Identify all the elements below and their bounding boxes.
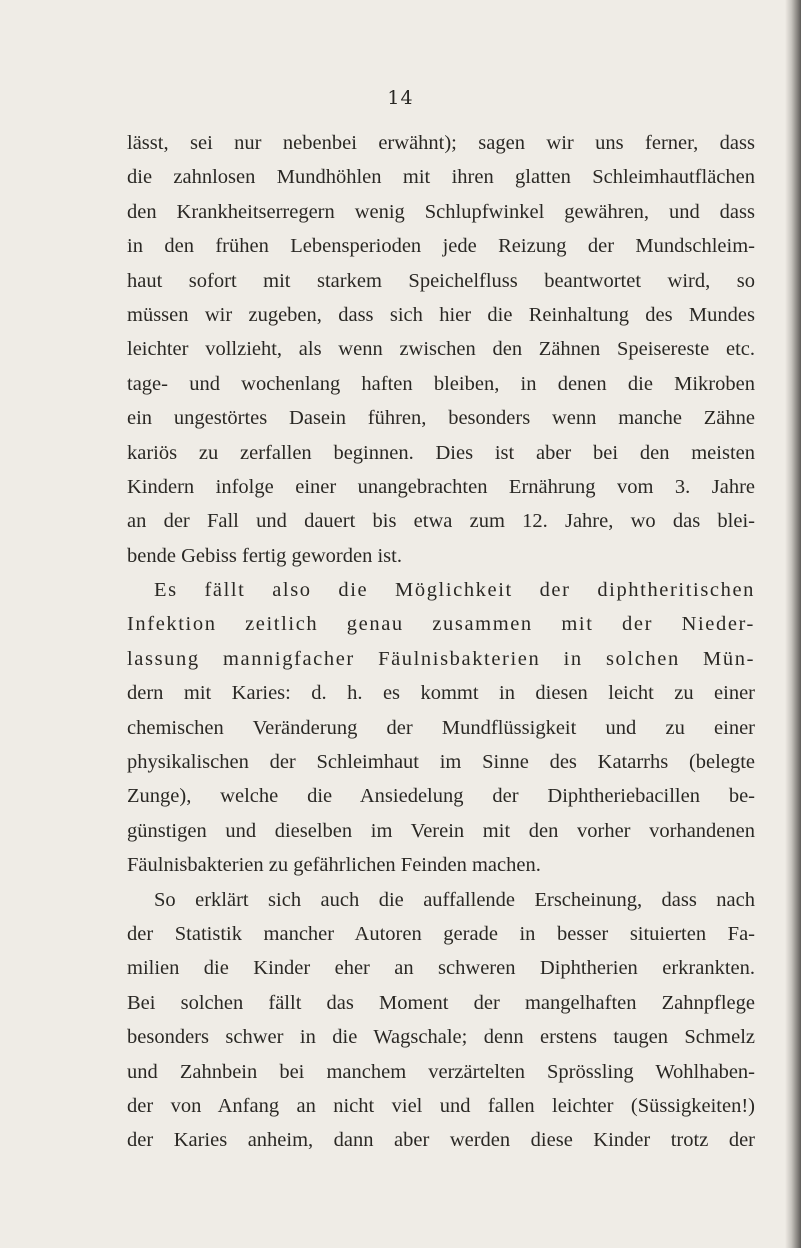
text-line: Fäulnisbakterien zu gefährlichen Feinden machen. [127, 854, 541, 877]
text-line: und Zahnbein bei manchem verzärtelten Sprössling Wohlhaben- [127, 1060, 755, 1083]
text-line: bende Gebiss fertig geworden ist. [127, 544, 402, 567]
text-line: müssen wir zugeben, dass sich hier die Reinhaltung des Mundes [127, 303, 755, 326]
text-line: an der Fall und dauert bis etwa zum 12. Jahre, wo das blei- [127, 510, 755, 533]
page-number: 14 [387, 87, 414, 109]
text-line: den Krankheitserregern wenig Schlupfwinkel gewähren, und dass [127, 200, 755, 223]
text-line: günstigen und dieselben im Verein mit den vorher vorhandenen [127, 819, 755, 842]
text-line: der Statistik mancher Autoren gerade in besser situierten Fa- [127, 922, 755, 945]
text-line: Es fällt also die Möglichkeit der diphtheritischen [154, 579, 755, 602]
body-text [127, 126, 755, 1158]
text-line: So erklärt sich auch die auffallende Erscheinung, dass nach [154, 888, 755, 911]
text-line: lässt, sei nur nebenbei erwähnt); sagen wir uns ferner, dass [127, 132, 755, 154]
text-line: lassung mannigfacher Fäulnisbakterien in solchen Mün- [127, 647, 755, 670]
text-line: dern mit Karies: d. h. es kommt in diesen leicht zu einer [127, 682, 755, 705]
text-line: der von Anfang an nicht viel und fallen leichter (Süssigkeiten!) [127, 1094, 755, 1117]
text-line: Zunge), welche die Ansiedelung der Diphtheriebacillen be- [127, 785, 755, 808]
text-line: haut sofort mit starkem Speichelfluss beantwortet wird, so [127, 269, 755, 292]
text-line: milien die Kinder eher an schweren Diphtherien erkrankten. [127, 957, 755, 980]
text-line: tage- und wochenlang haften bleiben, in denen die Mikroben [127, 372, 755, 395]
page-edge-shadow [785, 0, 801, 1248]
text-line: besonders schwer in die Wagschale; denn erstens taugen Schmelz [127, 1026, 755, 1049]
text-line: Infektion zeitlich genau zusammen mit der Nieder- [127, 613, 755, 636]
text-line: leichter vollzieht, als wenn zwischen den Zähnen Speisereste etc. [127, 338, 755, 361]
text-line: der Karies anheim, dann aber werden diese Kinder trotz der [127, 1129, 755, 1152]
text-line: chemischen Veränderung der Mundflüssigkeit und zu einer [127, 716, 755, 739]
text-line: ein ungestörtes Dasein führen, besonders wenn manche Zähne [127, 407, 755, 430]
text-line: Bei solchen fällt das Moment der mangelhaften Zahnpflege [127, 991, 755, 1014]
text-line: in den frühen Lebensperioden jede Reizung der Mundschleim- [127, 235, 755, 258]
text-line: Kindern infolge einer unangebrachten Ernährung vom 3. Jahre [127, 475, 755, 498]
text-line: physikalischen der Schleimhaut im Sinne des Katarrhs (belegte [127, 751, 755, 774]
text-line: die zahnlosen Mundhöhlen mit ihren glatten Schleimhautflächen [127, 166, 755, 189]
text-line: kariös zu zerfallen beginnen. Dies ist aber bei den meisten [127, 441, 755, 464]
